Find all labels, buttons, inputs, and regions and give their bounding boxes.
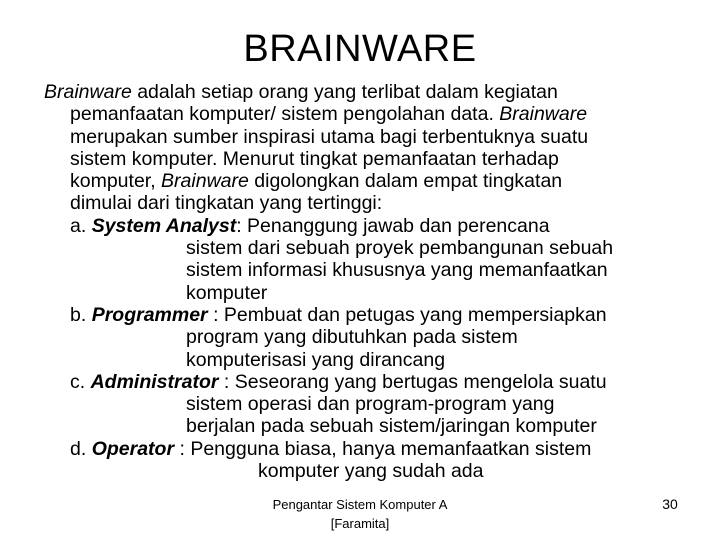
list-item-administrator bbox=[44, 371, 684, 438]
slide-title: BRAINWARE bbox=[243, 28, 477, 70]
item-first-line bbox=[44, 371, 684, 393]
brainware-term: Brainware bbox=[44, 81, 132, 103]
footer-course-title: Pengantar Sistem Komputer A bbox=[272, 497, 448, 512]
footer-author: [Faramita] bbox=[330, 516, 390, 531]
item-continuation: sistem informasi khususnya yang memanfaatkan bbox=[186, 259, 608, 282]
item-separator: : bbox=[174, 437, 191, 460]
item-continuation: komputer yang sudah ada bbox=[258, 460, 484, 483]
page-number: 30 bbox=[662, 496, 678, 512]
item-continuation: komputerisasi yang dirancang bbox=[186, 348, 446, 371]
item-first-line bbox=[44, 438, 684, 460]
item-text: Penanggung jawab dan perencana bbox=[247, 214, 550, 237]
brainware-term: Brainware bbox=[161, 170, 249, 193]
intro-text: adalah setiap orang yang terlibat dalam kegiatan bbox=[131, 81, 558, 103]
item-continuation: sistem dari sebuah proyek pembangunan sebuah bbox=[186, 237, 614, 260]
list-item-system-analyst bbox=[44, 215, 684, 304]
item-continuation: program yang dibutuhkan pada sistem bbox=[186, 326, 518, 349]
item-separator: : bbox=[236, 214, 248, 237]
item-letter: a. bbox=[70, 214, 92, 237]
intro-text: pemanfaatan komputer/ sistem pengolahan data. bbox=[70, 103, 500, 126]
item-first-line bbox=[44, 304, 684, 326]
item-separator: : bbox=[218, 370, 235, 393]
item-letter: c. bbox=[70, 370, 91, 393]
item-first-line bbox=[44, 215, 684, 237]
item-term: Operator bbox=[91, 437, 175, 460]
item-text: Pembuat dan petugas yang mempersiapkan bbox=[223, 303, 607, 326]
item-letter: d. bbox=[70, 437, 92, 460]
intro-line-3: merupakan sumber inspirasi utama bagi terbentuknya suatu bbox=[70, 125, 589, 148]
item-text: Seseorang yang bertugas mengelola suatu bbox=[234, 370, 607, 393]
item-continuation: berjalan pada sebuah sistem/jaringan komputer bbox=[186, 415, 597, 438]
item-term: System Analyst bbox=[91, 214, 237, 237]
intro-text: digolongkan dalam empat tingkatan bbox=[248, 170, 563, 193]
item-separator: : bbox=[207, 303, 224, 326]
footer-caption bbox=[250, 495, 470, 533]
item-letter: b. bbox=[70, 303, 92, 326]
intro-text: komputer, bbox=[70, 170, 162, 193]
slide-body bbox=[44, 81, 684, 482]
item-term: Programmer bbox=[91, 303, 208, 326]
list-item-operator bbox=[44, 438, 684, 483]
intro-line-6: dimulai dari tingkatan yang tertinggi: bbox=[70, 192, 383, 215]
intro-line-5 bbox=[44, 170, 684, 192]
item-continuation: komputer bbox=[186, 281, 268, 304]
intro-line-4: sistem komputer. Menurut tingkat pemanfaatan terhadap bbox=[70, 147, 559, 170]
item-continuation: sistem operasi dan program-program yang bbox=[186, 393, 555, 416]
intro-line-2 bbox=[44, 103, 684, 125]
brainware-term: Brainware bbox=[499, 103, 588, 126]
intro-paragraph bbox=[44, 81, 684, 215]
list-item-programmer bbox=[44, 304, 684, 371]
item-term: Administrator bbox=[90, 370, 219, 393]
intro-line-1 bbox=[44, 81, 684, 103]
item-text: Pengguna biasa, hanya memanfaatkan sistem bbox=[190, 437, 592, 460]
